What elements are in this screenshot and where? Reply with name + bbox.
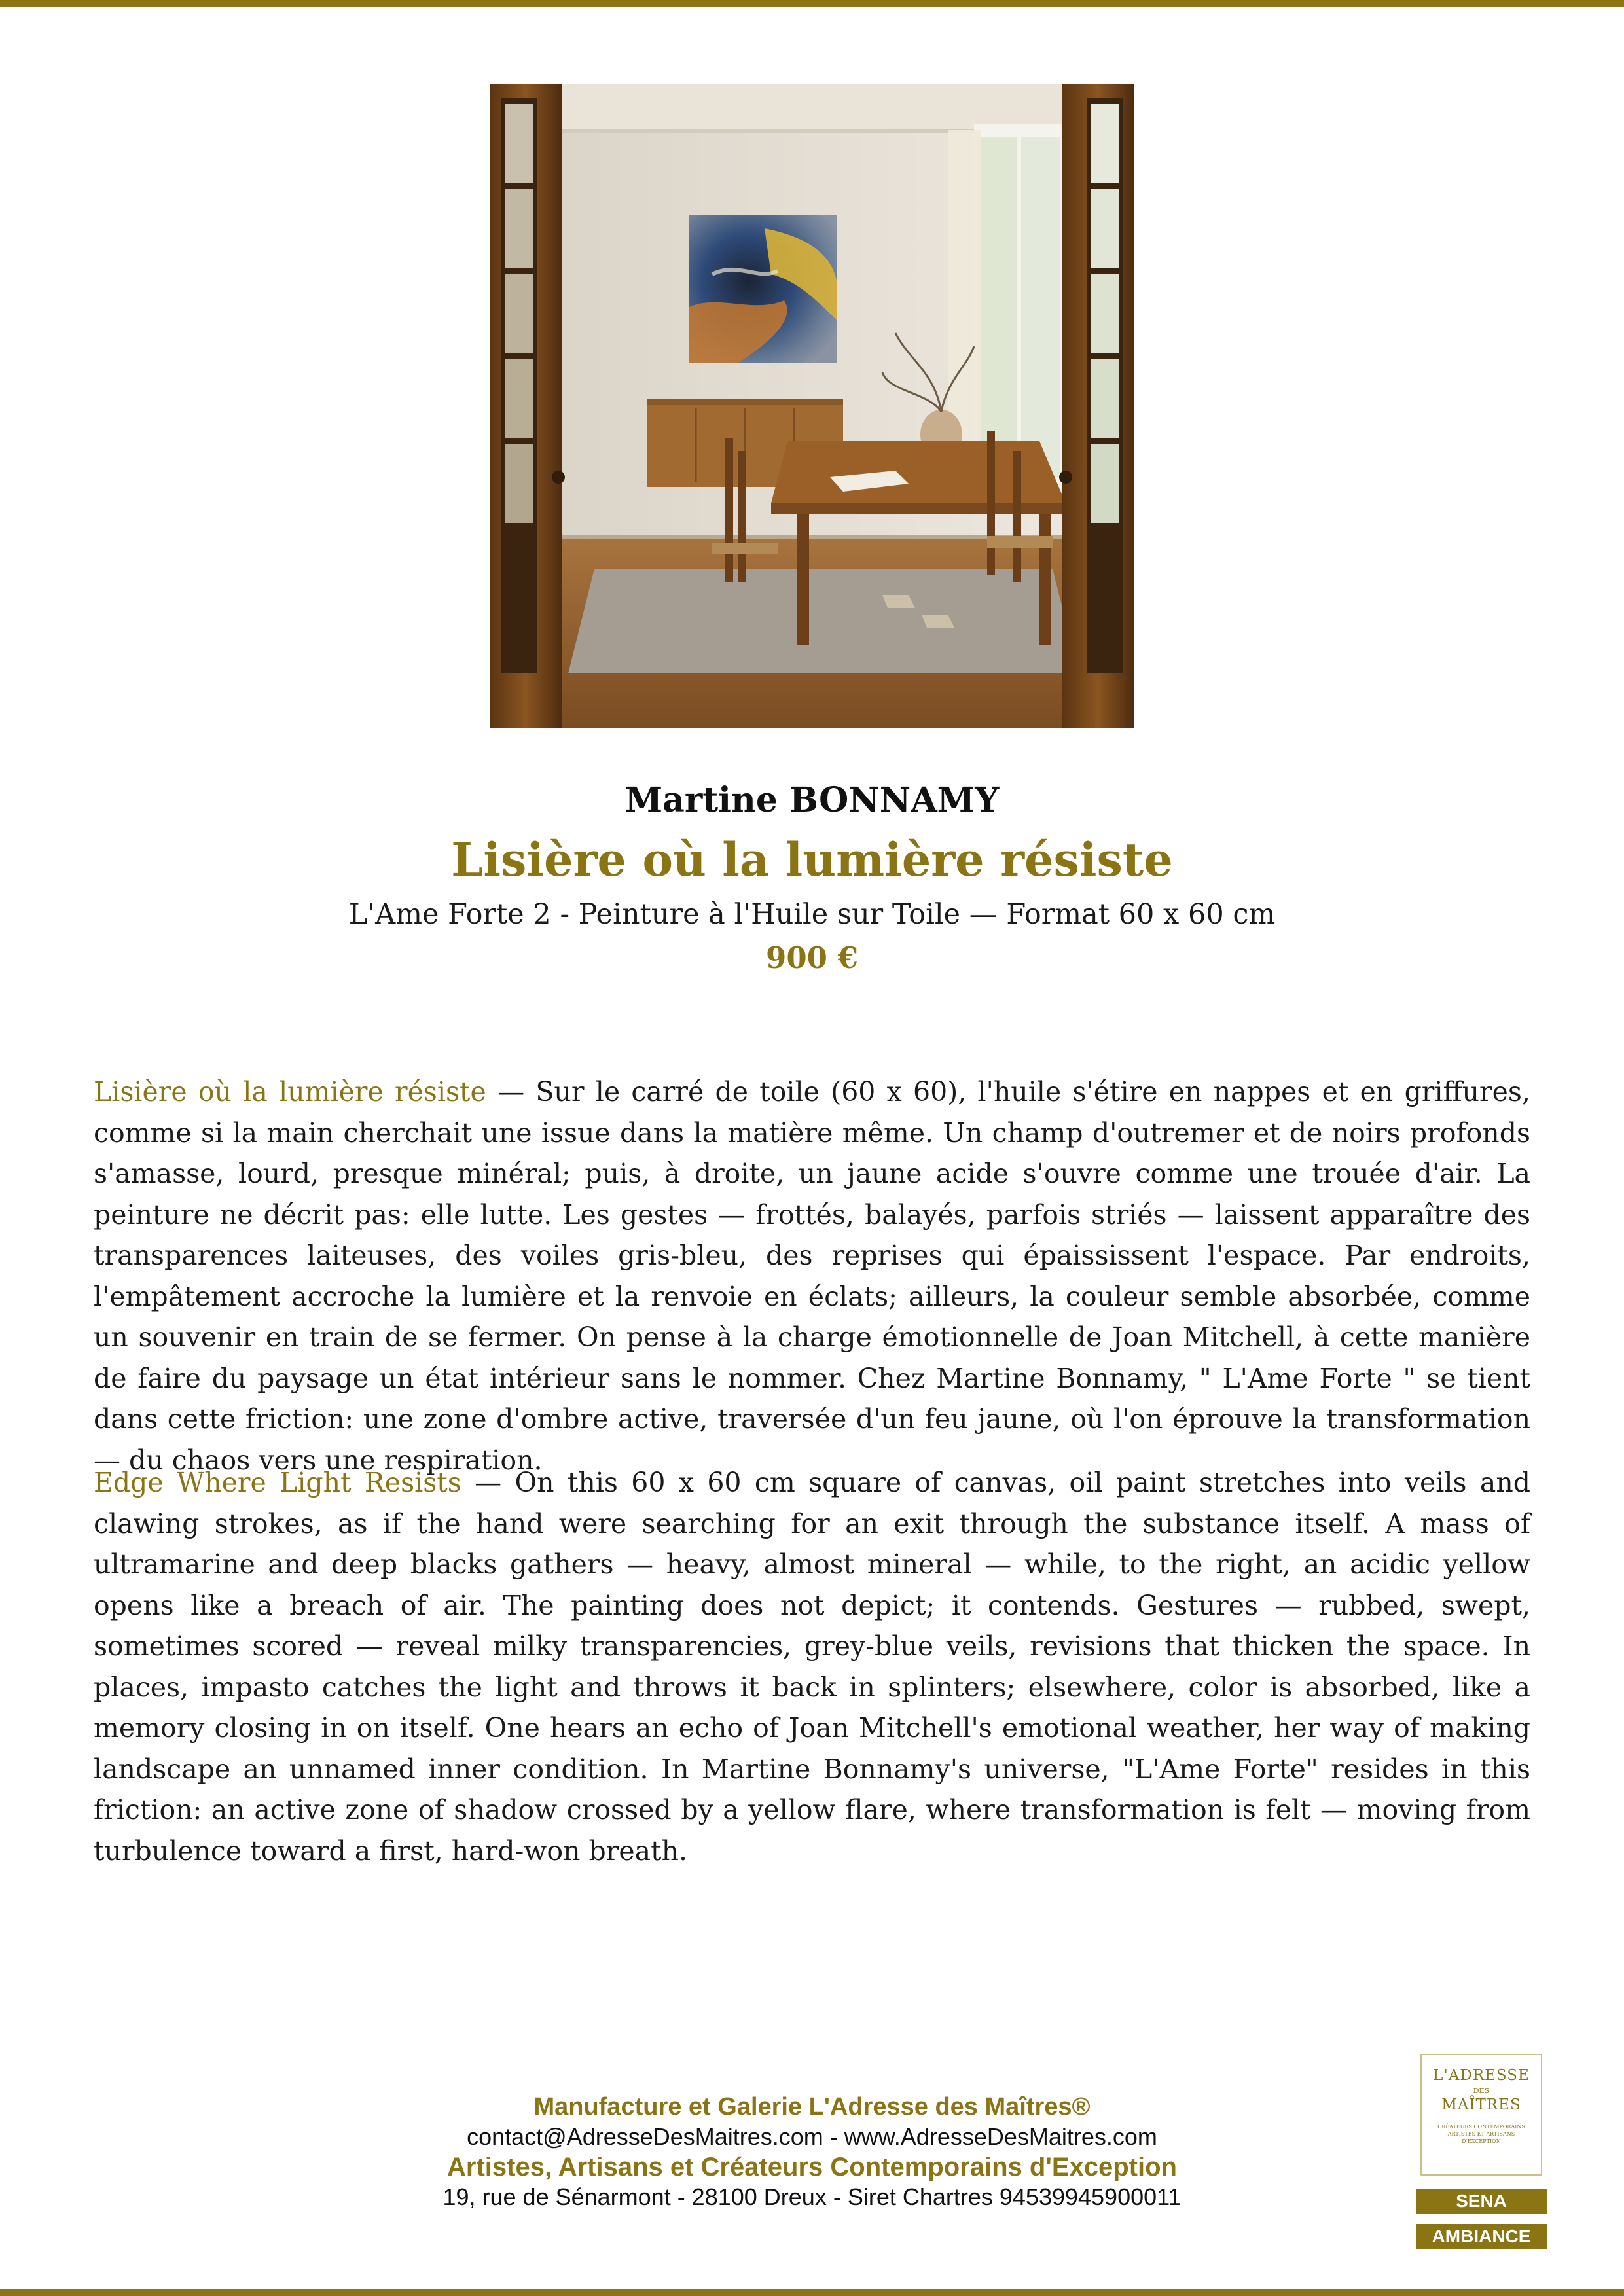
logo-line-2: DES (1473, 2087, 1490, 2095)
artwork-price: 900 € (766, 941, 858, 975)
logo-line-3: MAÎTRES (1441, 2096, 1521, 2113)
ambiance-badge: AMBIANCE (1416, 2224, 1547, 2249)
sena-badge: SENA (1416, 2189, 1547, 2214)
footer (0, 2092, 1624, 2212)
artist-name: Martine BONNAMY (624, 780, 1000, 820)
logo-line-4: CRÉATEURS CONTEMPORAINS ARTISTES ET ARTISANS D'EXCEPTION (1437, 2124, 1525, 2144)
artwork-subtitle: L'Ame Forte 2 - Peinture à l'Huile sur Toile — Format 60 x 60 cm (348, 898, 1276, 931)
description-french (94, 1071, 1530, 1480)
footer-gallery-name: Manufacture et Galerie L'Adresse des Maîtres® (533, 2093, 1091, 2121)
footer-contact: contact@AdresseDesMaitres.com - www.AdresseDesMaitres.com (467, 2123, 1157, 2150)
top-gold-rule (0, 0, 1624, 7)
description-french-lead: Lisière où la lumière résiste (94, 1076, 486, 1107)
bottom-gold-rule (0, 2289, 1624, 2296)
footer-tagline: Artistes, Artisans et Créateurs Contemporains d'Exception (447, 2153, 1177, 2181)
gallery-logo (1420, 2054, 1542, 2176)
artwork-title: Lisière où la lumière résiste (451, 833, 1173, 887)
logo-line-1: L'ADRESSE (1433, 2067, 1530, 2084)
description-english (94, 1462, 1530, 1871)
description-french-body: — Sur le carré de toile (60 x 60), l'huile s'étire en nappes et en griffures, comme si la main cherchait une issue dans la matière même. Un champ d'outremer et de noirs profonds s'amasse, lourd, presque minéral; puis, à droite, un jaune acide s'ouvre comme une trouée d'air. La peinture ne décrit pas: elle lutte. Les gestes — frottés, balayés, parfois striés — laissent apparaître des transparences laiteuses, des voiles gris-bleu, des reprises qui épaississent l'espace. Par endroits, l'empâtement accroche la lumière et la renvoie en éclats; ailleurs, la couleur semble absorbée, comme un souvenir en train de se fermer. On pense à la charge émotionnelle de Joan Mitchell, à cette manière de faire du paysage un état intérieur sans le nommer. Chez Martine Bonnamy, " L'Ame Forte " se tient dans cette friction: une zone d'ombre active, traversée d'un feu jaune, où l'on éprouve la transformation — du chaos vers une respiration. (94, 1076, 1530, 1476)
artwork-in-room-photo (490, 84, 1134, 728)
description-english-body: — On this 60 x 60 cm square of canvas, oil paint stretches into veils and clawing strokes, as if the hand were searching for an exit through the substance itself. A mass of ultramarine and deep blacks gathers — heavy, almost mineral — while, to the right, an acidic yellow opens like a breach of air. The painting does not depict; it contends. Gestures — rubbed, swept, sometimes scored — reveal milky transparencies, grey-blue veils, revisions that thicken the space. In places, impasto catches the light and throws it back in splinters; elsewhere, color is absorbed, like a memory closing in on itself. One hears an echo of Joan Mitchell's emotional weather, her way of making landscape an unnamed inner condition. In Martine Bonnamy's universe, "L'Ame Forte" resides in this friction: an active zone of shadow crossed by a yellow flare, where transformation is felt — moving from turbulence toward a first, hard-won breath. (94, 1467, 1530, 1867)
footer-address: 19, rue de Sénarmont - 28100 Dreux - Siret Chartres 94539945900011 (442, 2183, 1182, 2210)
description-english-lead: Edge Where Light Resists (94, 1467, 461, 1498)
